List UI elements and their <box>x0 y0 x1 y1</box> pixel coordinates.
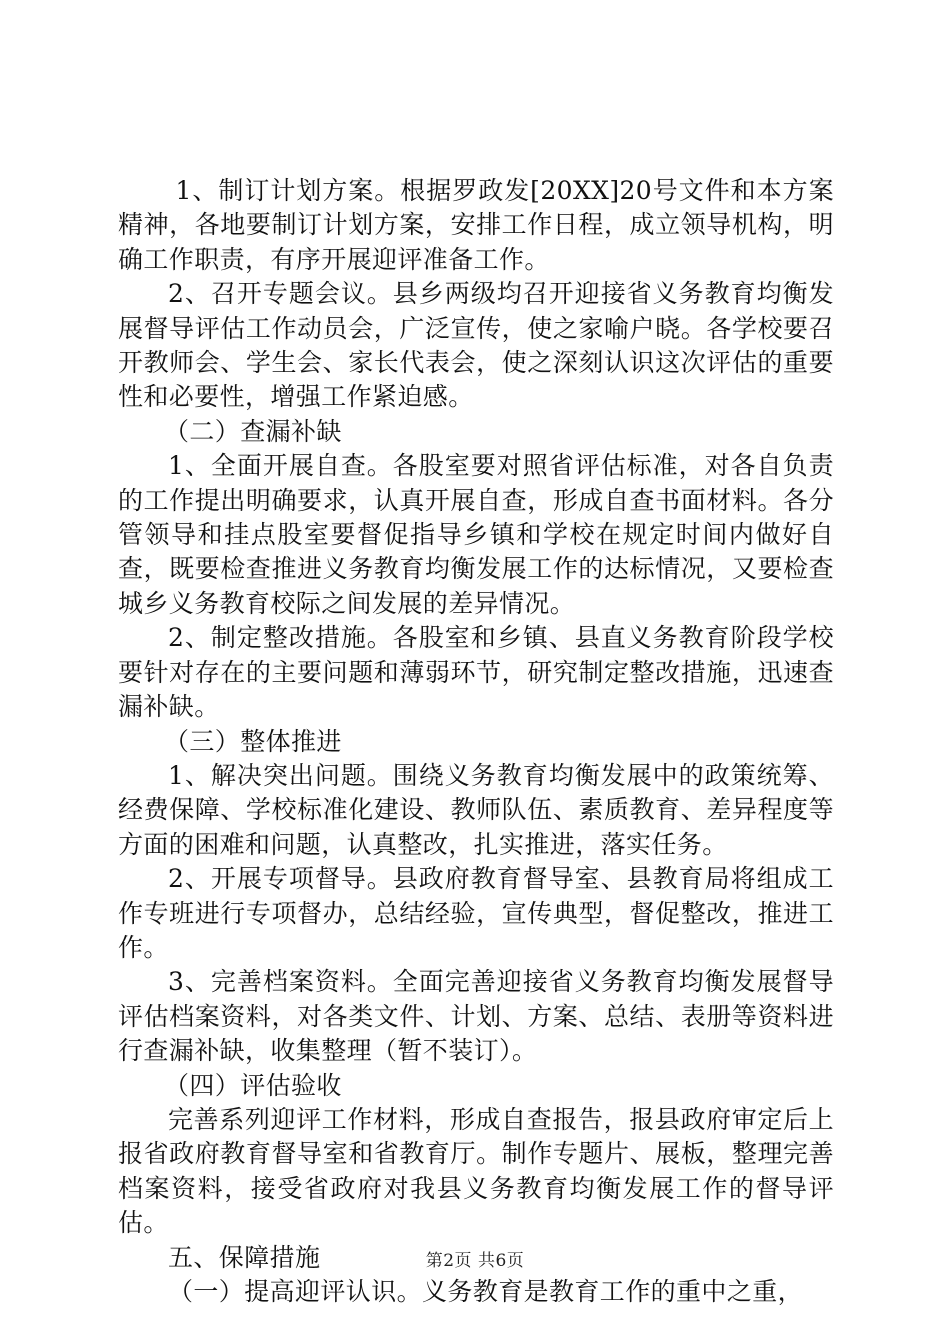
paragraph-self-check: 1、全面开展自查。各股室要对照省评估标准，对各自负责的工作提出明确要求，认真开展自查，形成自查书面材料。各分管领导和挂点股室要督促指导乡镇和学校在规定时间内做好自查，既要检查推进义务教育均衡发展工作的达标情况，又要检查城乡义务教育校际之间发展的差异情况。 <box>118 451 834 618</box>
section-heading-4: （四）评估验收 <box>164 1070 342 1100</box>
paragraph-evaluation: 完善系列迎评工作材料，形成自查报告，报县政府审定后上报省政府教育督导室和省教育厅。制作专题片、展板，整理完善档案资料，接受省政府对我县义务教育均衡发展工作的督导评估。 <box>118 1104 834 1238</box>
section-heading-3: （三）整体推进 <box>164 726 342 756</box>
section-heading-5: 五、保障措施 <box>168 1242 321 1272</box>
paragraph-rectification: 2、制定整改措施。各股室和乡镇、县直义务教育阶段学校要针对存在的主要问题和薄弱环节，研究制定整改措施，迅速查漏补缺。 <box>118 623 834 722</box>
paragraph-solve-problems: 1、解决突出问题。围绕义务教育均衡发展中的政策统筹、经费保障、学校标准化建设、教师队伍、素质教育、差异程度等方面的困难和问题，认真整改，扎实推进，落实任务。 <box>118 760 834 859</box>
page-number-footer: 第2页 共6页 <box>425 1251 525 1271</box>
document-body <box>118 174 834 1309</box>
paragraph-archive-materials: 3、完善档案资料。全面完善迎接省义务教育均衡发展督导评估档案资料，对各类文件、计划、方案、总结、表册等资料进行查漏补缺，收集整理（暂不装订）。 <box>118 967 834 1066</box>
paragraph-special-meeting: 2、召开专题会议。县乡两级均召开迎接省义务教育均衡发展督导评估工作动员会，广泛宣传，使之家喻户晓。各学校要召开教师会、学生会、家长代表会，使之深刻认识这次评估的重要性和必要性，增强工作紧迫感。 <box>118 279 834 412</box>
section-heading-2: （二）查漏补缺 <box>164 416 342 446</box>
paragraph-make-plan: 1、制订计划方案。根据罗政发[20XX]20号文件和本方案精神，各地要制订计划方案，安排工作日程，成立领导机构，明确工作职责，有序开展迎评准备工作。 <box>118 176 834 274</box>
paragraph-raise-awareness: （一）提高迎评认识。义务教育是教育工作的重中之重， <box>168 1277 804 1306</box>
paragraph-special-supervision: 2、开展专项督导。县政府教育督导室、县教育局将组成工作专班进行专项督办，总结经验，宣传典型，督促整改，推进工作。 <box>118 864 834 962</box>
